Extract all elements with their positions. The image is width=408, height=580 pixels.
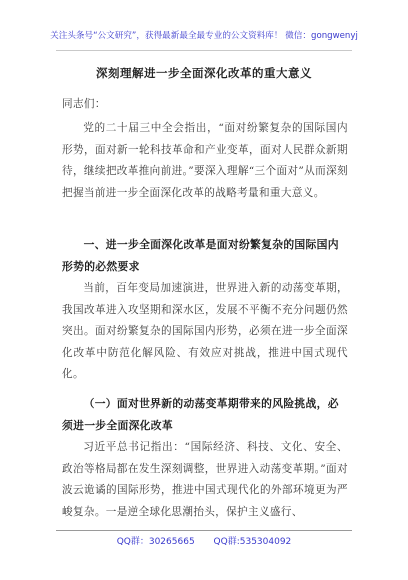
document-title: 深刻理解进一步全面深化改革的重大意义 bbox=[96, 66, 312, 80]
paragraph-situation bbox=[62, 278, 348, 386]
paragraph-text: 党的二十届三中全会指出，“面对纷繁复杂的国际国内形势，面对新一轮科技革命和产业变革，面对人民群众新期待，继续把改革推向前进。”要深入理解“三个面对”从而深刻把握当前进一步全面深化改革的战略考量和重大意义。 bbox=[62, 122, 348, 199]
section-heading-2 bbox=[62, 393, 348, 436]
footer-divider bbox=[56, 530, 352, 531]
paragraph-intro bbox=[62, 118, 348, 204]
heading-text: 一、进一步全面深化改革是面对纷繁复杂的国际国内形势的必然要求 bbox=[62, 238, 339, 273]
paragraph-text: 当前，百年变局加速演进，世界进入新的动荡变革期，我国改革进入攻坚期和深水区，发展不平衡不充分问题仍然突出。面对纷繁复杂的国际国内形势，必须在进一步全面深化改革中防范化解风险、有效应对挑战，推进中国式现代化。 bbox=[62, 282, 348, 380]
salutation: 同志们： bbox=[62, 98, 106, 110]
footer-qq-group-2: QQ群:535304092 bbox=[213, 537, 292, 547]
paragraph-text: 习近平总书记指出：“国际经济、科技、文化、安全、政治等格局都在发生深刻调整，世界进入动荡变革期。”面对波云诡谲的国际形势，推进中国式现代化的外部环境更为严峻复杂。一是逆全球化思潮抬头，保护主义盛行、 bbox=[62, 441, 348, 518]
footer bbox=[0, 534, 408, 547]
section-heading-1 bbox=[62, 234, 348, 277]
header-divider bbox=[56, 50, 352, 51]
paragraph-quote bbox=[62, 437, 348, 523]
heading-text: （一）面对世界新的动荡变革期带来的风险挑战，必须进一步全面深化改革 bbox=[62, 397, 339, 432]
header-banner: 关注头条号“公文研究”，获得最新最全最专业的公文资料库！ 微信：gongwenyj bbox=[50, 31, 358, 41]
footer-qq-group-1: QQ群：30265665 bbox=[116, 537, 195, 547]
